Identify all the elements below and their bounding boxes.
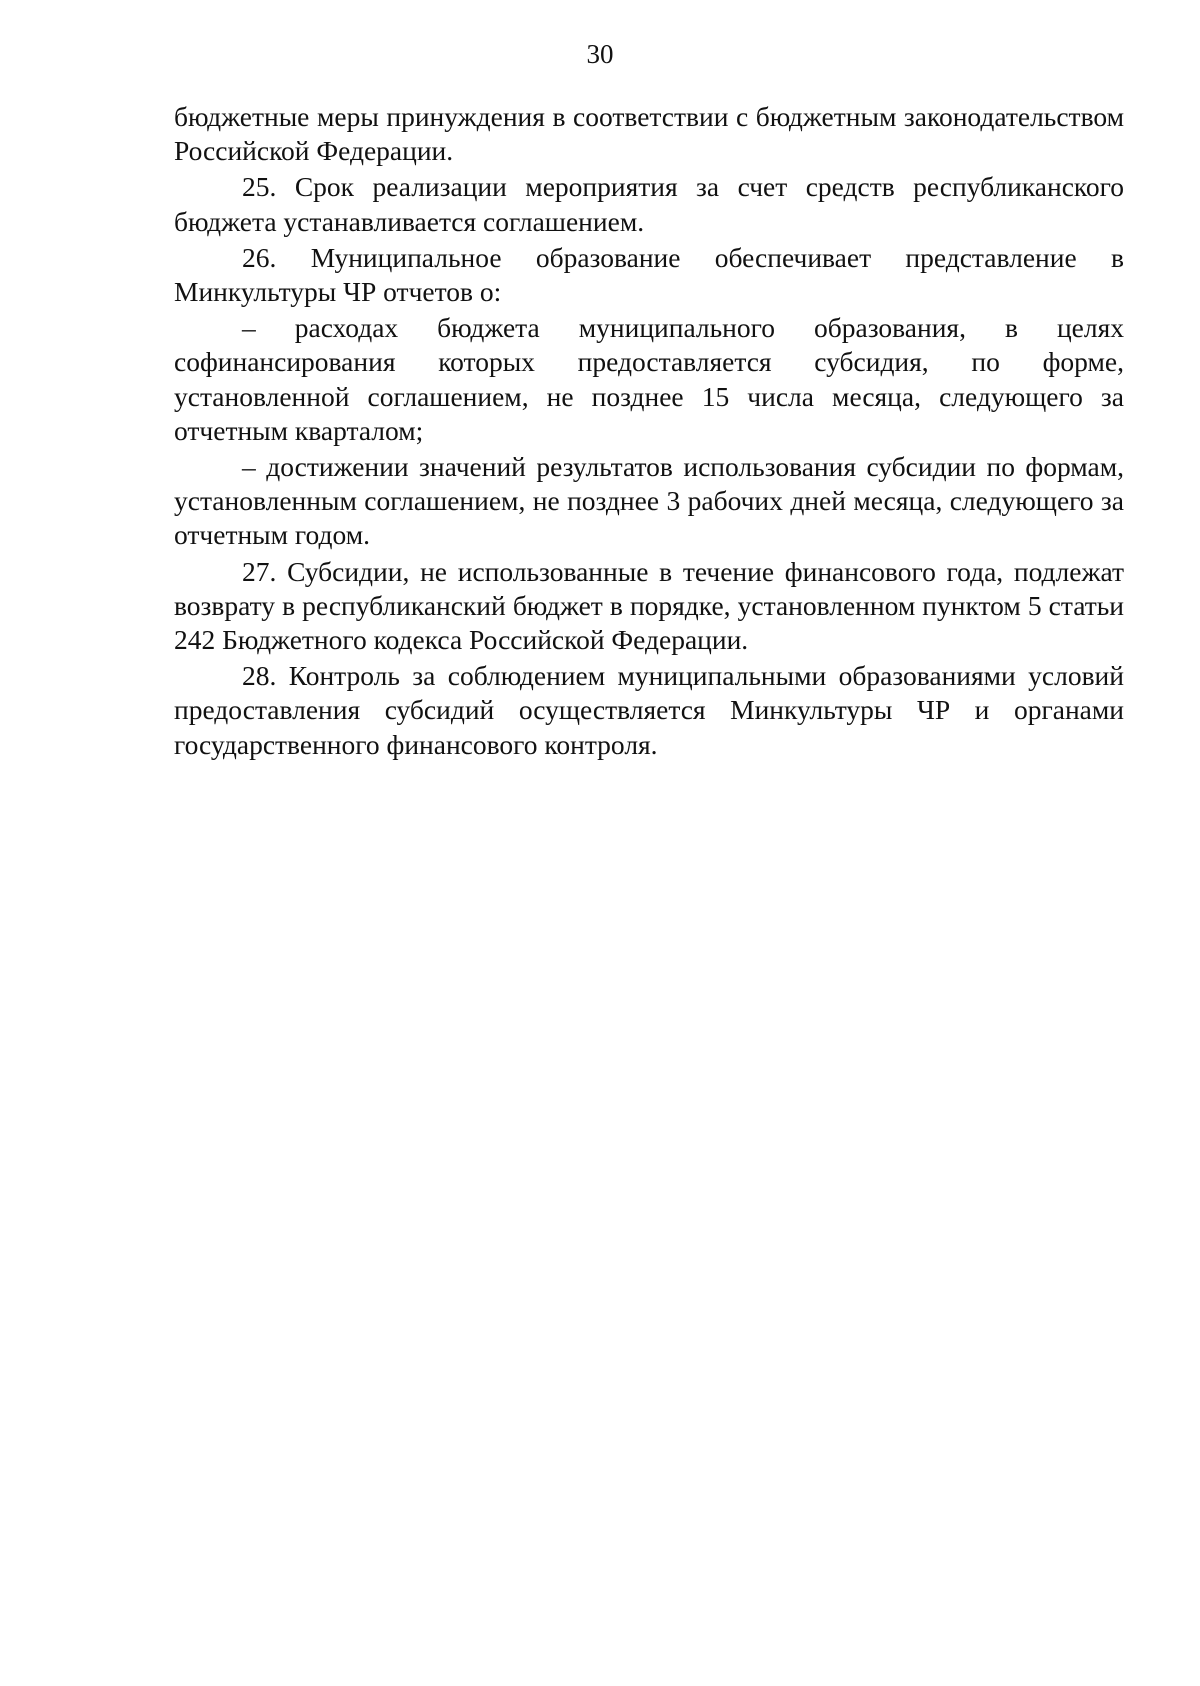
page-number: 30 [586,39,614,69]
document-body [174,100,1124,764]
paragraph-26-item-expenses: – расходах бюджета муниципального образования, в целях софинансирования которых предоставляется субсидия, по форме, установленной соглашением, не позднее 15 числа месяца, следующего за отчетным кварталом; [174,312,1124,446]
paragraph-26: 26. Муниципальное образование обеспечивает представление в Минкультуры ЧР отчетов о: [174,241,1124,308]
paragraph-27: 27. Субсидии, не использованные в течение финансового года, подлежат возврату в республиканский бюджет в порядке, установленном пунктом 5 статьи 242 Бюджетного кодекса Российской Федерации. [174,555,1124,656]
paragraph-28: 28. Контроль за соблюдением муниципальными образованиями условий предоставления субсидий осуществляется Минкультуры ЧР и органами государственного финансового контроля. [174,660,1124,760]
paragraph-continuation: бюджетные меры принуждения в соответствии с бюджетным законодательством Российской Федерации. [174,101,1124,167]
paragraph-25: 25. Срок реализации мероприятия за счет средств республиканского бюджета устанавливается соглашением. [174,171,1124,237]
paragraph-26-item-results: – достижении значений результатов использования субсидии по формам, установленным соглашением, не позднее 3 рабочих дней месяца, следующего за отчетным годом. [174,451,1124,551]
